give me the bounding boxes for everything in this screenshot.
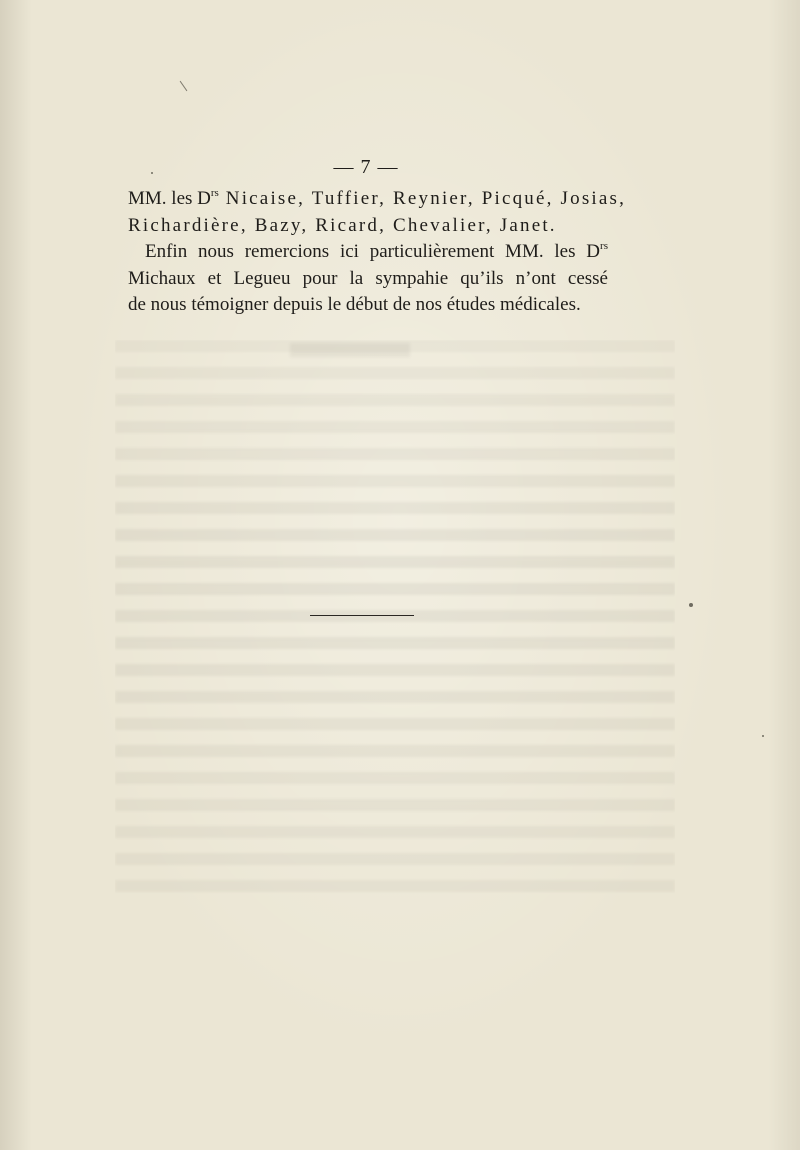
text-line	[128, 239, 608, 266]
superscript: rs	[600, 240, 608, 252]
section-divider	[310, 615, 414, 616]
text-run: MM. les D	[128, 188, 211, 209]
superscript: rs	[210, 187, 219, 199]
bleed-through-heading	[290, 343, 410, 357]
pencil-mark	[180, 81, 188, 91]
text-line	[128, 186, 627, 213]
text-line: Michaux et Legueu pour la sympahie qu’ils n’ont cessé	[128, 267, 608, 289]
text-run: Nicaise, Tuffier, Reynier, Picqué, Josias,	[218, 188, 627, 209]
page-number: — 7 —	[333, 156, 399, 178]
bleed-through-text	[115, 340, 675, 900]
text-line: de nous témoigner depuis le début de nos études médicales.	[128, 294, 581, 315]
text-run: Enfin nous remercions ici particulièrement MM. les D	[145, 241, 601, 262]
ink-speck	[762, 735, 764, 737]
body-text	[128, 186, 627, 319]
text-line: Richardière, Bazy, Ricard, Chevalier, Janet.	[128, 214, 557, 236]
ink-speck	[689, 603, 693, 607]
